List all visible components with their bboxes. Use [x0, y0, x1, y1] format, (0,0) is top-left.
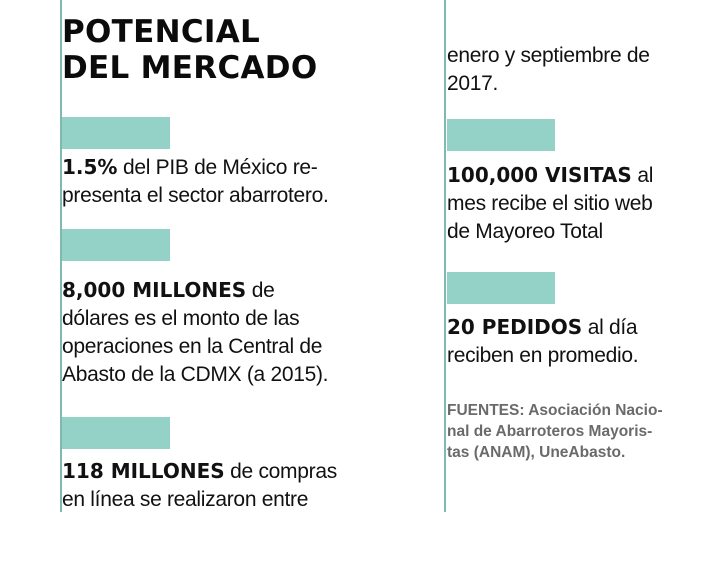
stat-pib — [62, 153, 328, 210]
stat-compras-linea-continued — [447, 42, 650, 98]
section-title — [62, 14, 317, 86]
column-rule-right — [444, 0, 446, 512]
sources-line: nal de Abarroteros Mayoris- — [447, 423, 653, 440]
accent-bar — [62, 229, 170, 261]
stat-text: del PIB de México re- — [117, 156, 318, 179]
accent-bar — [62, 417, 170, 449]
stat-text: Abasto de la CDMX (a 2015). — [62, 363, 329, 386]
stat-text: 2017. — [447, 72, 499, 95]
stat-highlight: 118 MILLONES — [62, 459, 225, 483]
stat-text: de Mayoreo Total — [447, 220, 603, 243]
stat-highlight: 20 PEDIDOS — [447, 315, 583, 339]
sources-line: tas (ANAM), UneAbasto. — [447, 444, 626, 461]
sources-line: FUENTES: Asociación Nacio- — [447, 402, 663, 419]
stat-text: en línea se realizaron entre — [62, 488, 309, 511]
stat-text: operaciones en la Central de — [62, 335, 323, 358]
stat-central-abasto — [62, 276, 328, 389]
stat-highlight: 1.5% — [62, 155, 118, 179]
title-line-1: POTENCIAL — [62, 14, 261, 50]
stat-text: reciben en promedio. — [447, 344, 639, 367]
stat-text: de compras — [224, 460, 337, 483]
stat-text: mes recibe el sitio web — [447, 192, 653, 215]
stat-visitas — [447, 161, 653, 246]
title-line-2: DEL MERCADO — [62, 50, 318, 86]
stat-text: de — [246, 279, 275, 302]
stat-highlight: 100,000 VISITAS — [447, 163, 632, 187]
stat-pedidos — [447, 313, 638, 370]
accent-bar — [62, 117, 170, 149]
accent-bar — [447, 272, 555, 304]
stat-text: presenta el sector abarrotero. — [62, 184, 329, 207]
stat-text: dólares es el monto de las — [62, 307, 300, 330]
accent-bar — [447, 119, 555, 151]
stat-text: al — [631, 164, 654, 187]
stat-text: enero y septiembre de — [447, 44, 650, 67]
sources-note — [447, 400, 663, 463]
stat-compras-linea — [62, 457, 337, 514]
stat-highlight: 8,000 MILLONES — [62, 278, 247, 302]
stat-text: al día — [582, 316, 638, 339]
